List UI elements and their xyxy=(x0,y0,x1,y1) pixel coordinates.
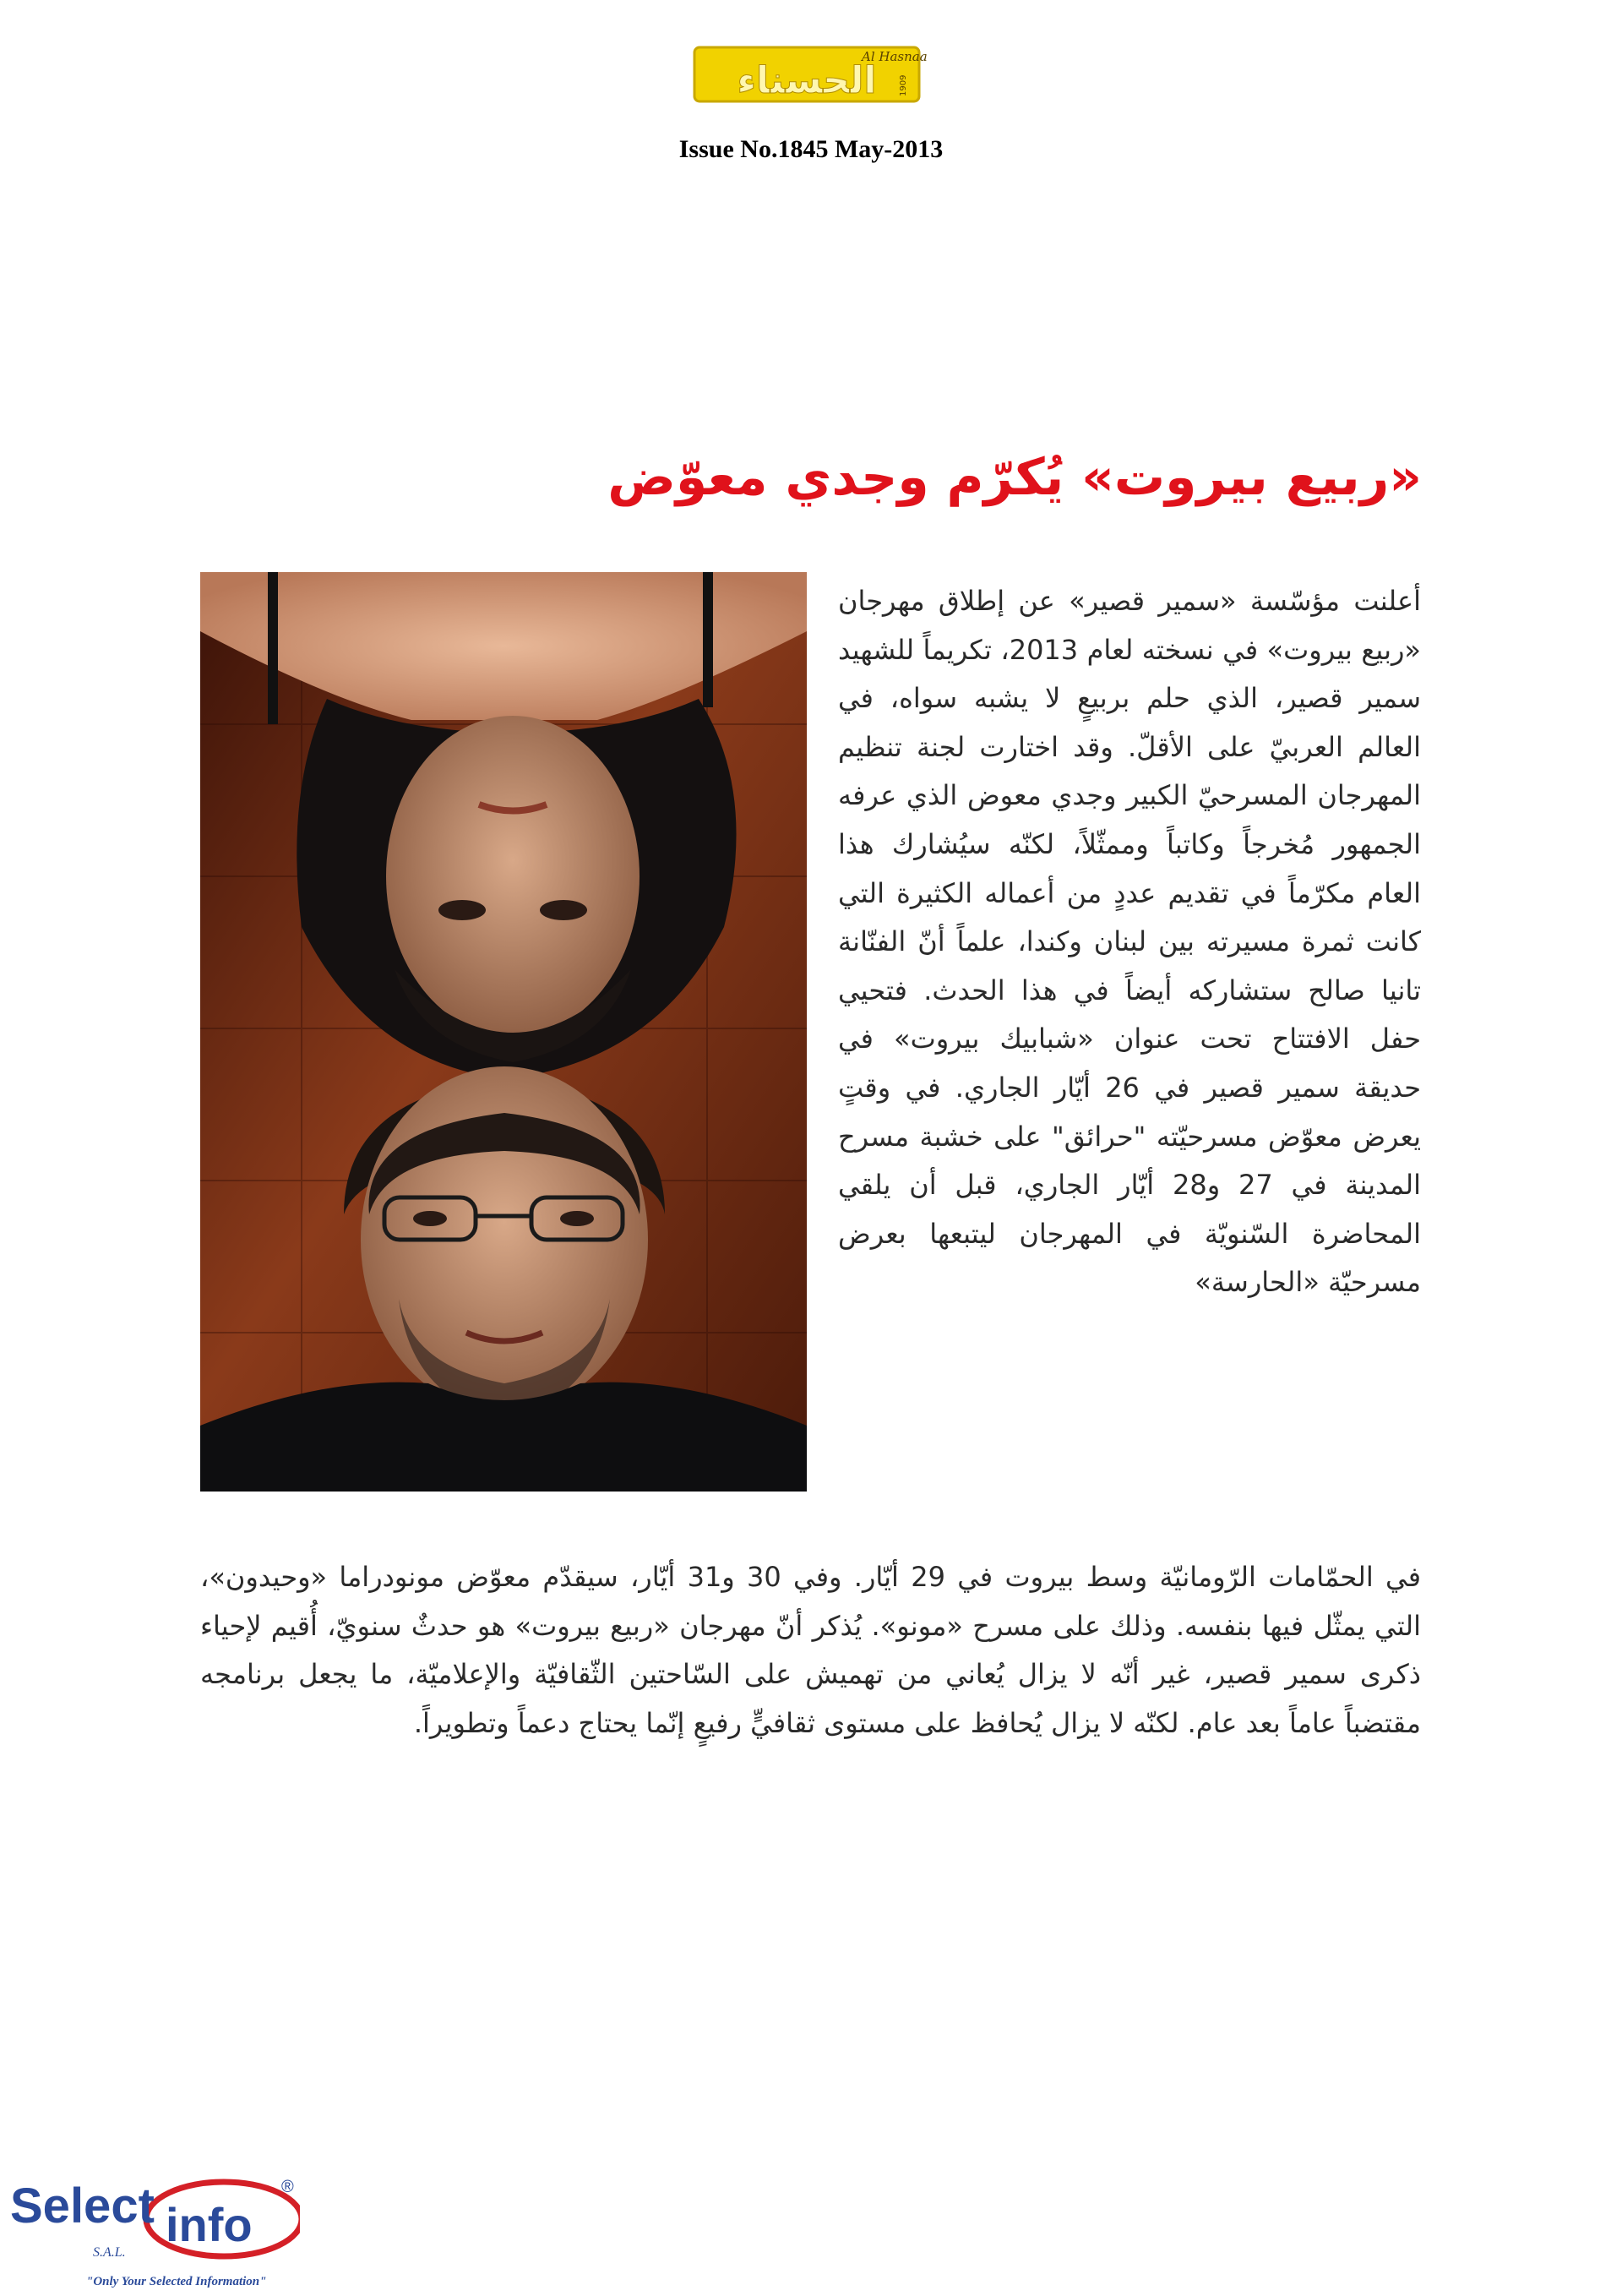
article-body-part2: في الحمّامات الرّومانيّة وسط بيروت في 29 أيّار. وفي 30 و31 أيّار، سيقدّم معوّض مونودراما «وحيدون»، التي يمثّل فيها بنفسه. وذلك على مسرح «مونو». يُذكر أنّ مهرجان «ربيع بيروت» هو حدثٌ سنويّ، أُقيم لإحياء ذكرى سمير قصير، غير أنّه لا يزال يُعاني من تهميش على السّاحتين الثّقافيّة والإعلاميّة، ما يجعل برنامجه مقتضباً عاماً بعد عام. لكنّه لا يزال يُحافظ على مستوى ثقافيٍّ رفيعٍ إنّما يحتاج دعماً وتطويراً. xyxy=(200,1561,1422,1739)
company-suffix: S.A.L. xyxy=(93,2245,126,2260)
article-headline: «ربيع بيروت» يُكرّم وجدي معوّض xyxy=(607,448,1422,507)
issue-line: Issue No.1845 May-2013 xyxy=(678,135,944,163)
masthead-logo xyxy=(684,41,929,108)
masthead-year: 1909 xyxy=(899,74,908,96)
registered-mark: ® xyxy=(281,2178,294,2196)
brand-select: Select xyxy=(10,2179,155,2233)
selectinfo-logo xyxy=(8,2163,300,2290)
masthead-arabic-name: الحسناء xyxy=(737,59,877,102)
brand-tagline: "Only Your Selected Information" xyxy=(86,2275,267,2288)
masthead-latin-name: Al Hasnaa xyxy=(862,49,928,64)
brand-info: info xyxy=(166,2198,253,2251)
article-photo xyxy=(200,572,807,1492)
article-body-part1: أعلنت مؤسّسة «سمير قصير» عن إطلاق مهرجان «ربيع بيروت» في نسخته لعام 2013، تكريماً للشهيد سمير قصير، الذي حلم بربيعٍ لا يشبه سواه، في العالم العربيّ على الأقلّ. وقد اختارت لجنة تنظيم المهرجان المسرحيّ الكبير وجدي معوض الذي عرفه الجمهور مُخرجاً وكاتباً وممثّلاً، لكنّه سيُشارك هذا العام مكرّماً في تقديم عددٍ من أعماله الكثيرة التي كانت ثمرة مسيرته بين لبنان وكندا، علماً أنّ الفنّانة تانيا صالح ستشاركه أيضاً في هذا الحدث. فتحيي حفل الافتتاح تحت عنوان «شبابيك بيروت» في حديقة سمير قصير في 26 أيّار الجاري. في وقتٍ يعرض معوّض مسرحيّته "حرائق" على خشبة مسرح المدينة في 27 و28 أيّار الجاري، قبل أن يلقي المحاضرة السّنويّة في المهرجان ليتبعها بعرض مسرحيّة «الحارسة» xyxy=(838,585,1422,1299)
